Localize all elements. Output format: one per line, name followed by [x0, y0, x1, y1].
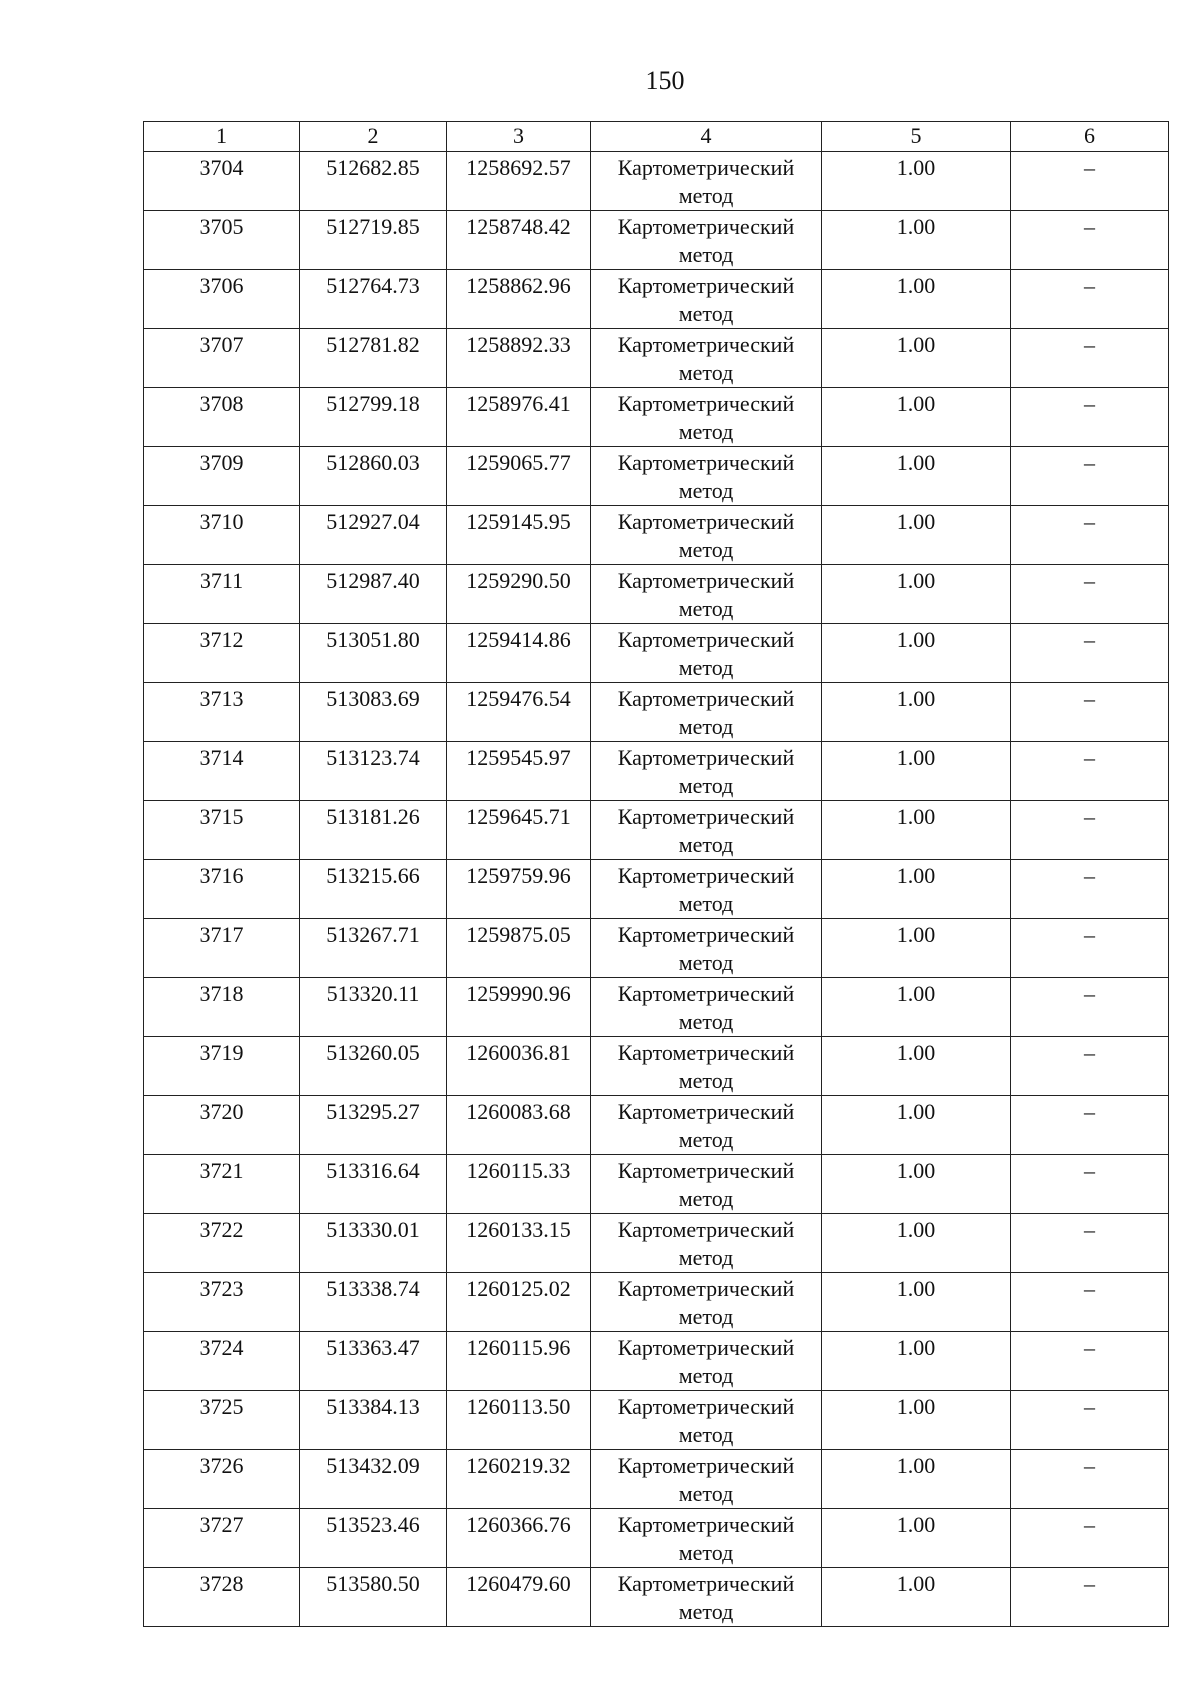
accuracy-cell: 1.00: [822, 1273, 1011, 1332]
note-cell: –: [1011, 506, 1169, 565]
x-coordinate-cell: 513316.64: [300, 1155, 447, 1214]
point-number-cell: 3705: [144, 211, 300, 270]
note-cell: –: [1011, 1273, 1169, 1332]
method-text-line-2: метод: [678, 773, 734, 798]
accuracy-cell: 1.00: [822, 683, 1011, 742]
method-cell: [591, 683, 822, 742]
point-number-cell: 3708: [144, 388, 300, 447]
point-number-cell: 3719: [144, 1037, 300, 1096]
table-row: [144, 1332, 1169, 1391]
method-text-line-2: метод: [678, 537, 734, 562]
point-number-cell: 3724: [144, 1332, 300, 1391]
table-row: [144, 1568, 1169, 1627]
accuracy-cell: 1.00: [822, 1450, 1011, 1509]
note-cell: –: [1011, 1037, 1169, 1096]
note-cell: –: [1011, 1568, 1169, 1627]
x-coordinate-cell: 513083.69: [300, 683, 447, 742]
method-text-line-2: метод: [678, 832, 734, 857]
method-text-line-1: Картометрический: [617, 568, 795, 593]
method-text-line-2: метод: [678, 242, 734, 267]
table-row: [144, 1214, 1169, 1273]
y-coordinate-cell: 1259065.77: [447, 447, 591, 506]
accuracy-cell: 1.00: [822, 978, 1011, 1037]
y-coordinate-cell: 1259990.96: [447, 978, 591, 1037]
note-cell: –: [1011, 742, 1169, 801]
point-number-cell: 3713: [144, 683, 300, 742]
method-text-line-2: метод: [678, 1068, 734, 1093]
table-row: [144, 565, 1169, 624]
note-cell: –: [1011, 270, 1169, 329]
x-coordinate-cell: 513330.01: [300, 1214, 447, 1273]
accuracy-cell: 1.00: [822, 1391, 1011, 1450]
table-row: [144, 211, 1169, 270]
accuracy-cell: 1.00: [822, 447, 1011, 506]
accuracy-cell: 1.00: [822, 919, 1011, 978]
method-text-line-2: метод: [678, 360, 734, 385]
point-number-cell: 3726: [144, 1450, 300, 1509]
point-number-cell: 3710: [144, 506, 300, 565]
table-row: [144, 1155, 1169, 1214]
method-cell: [591, 1155, 822, 1214]
method-text-line-2: метод: [678, 655, 734, 680]
method-text-line-2: метод: [678, 1422, 734, 1447]
method-text-line-2: метод: [678, 1304, 734, 1329]
method-text-line-2: метод: [678, 478, 734, 503]
method-text-line-1: Картометрический: [617, 450, 795, 475]
point-number-cell: 3723: [144, 1273, 300, 1332]
method-text-line-2: метод: [678, 1186, 734, 1211]
x-coordinate-cell: 513363.47: [300, 1332, 447, 1391]
y-coordinate-cell: 1258892.33: [447, 329, 591, 388]
y-coordinate-cell: 1260115.96: [447, 1332, 591, 1391]
x-coordinate-cell: 512987.40: [300, 565, 447, 624]
method-cell: [591, 447, 822, 506]
note-cell: –: [1011, 860, 1169, 919]
table-row: [144, 801, 1169, 860]
accuracy-cell: 1.00: [822, 1096, 1011, 1155]
method-text-line-1: Картометрический: [617, 509, 795, 534]
y-coordinate-cell: 1259759.96: [447, 860, 591, 919]
x-coordinate-cell: 513384.13: [300, 1391, 447, 1450]
x-coordinate-cell: 512927.04: [300, 506, 447, 565]
accuracy-cell: 1.00: [822, 742, 1011, 801]
x-coordinate-cell: 513123.74: [300, 742, 447, 801]
note-cell: –: [1011, 1509, 1169, 1568]
y-coordinate-cell: 1260133.15: [447, 1214, 591, 1273]
point-number-cell: 3706: [144, 270, 300, 329]
method-text-line-2: метод: [678, 301, 734, 326]
method-text-line-1: Картометрический: [617, 804, 795, 829]
method-text-line-1: Картометрический: [617, 1217, 795, 1242]
header-col-2: 2: [300, 122, 447, 152]
method-text-line-1: Картометрический: [617, 273, 795, 298]
note-cell: –: [1011, 801, 1169, 860]
x-coordinate-cell: 513267.71: [300, 919, 447, 978]
method-text-line-2: метод: [678, 714, 734, 739]
method-text-line-2: метод: [678, 1127, 734, 1152]
note-cell: –: [1011, 1096, 1169, 1155]
accuracy-cell: 1.00: [822, 801, 1011, 860]
y-coordinate-cell: 1260125.02: [447, 1273, 591, 1332]
table-row: [144, 919, 1169, 978]
method-cell: [591, 211, 822, 270]
accuracy-cell: 1.00: [822, 1332, 1011, 1391]
x-coordinate-cell: 513051.80: [300, 624, 447, 683]
method-text-line-1: Картометрический: [617, 627, 795, 652]
accuracy-cell: 1.00: [822, 388, 1011, 447]
accuracy-cell: 1.00: [822, 565, 1011, 624]
method-cell: [591, 270, 822, 329]
point-number-cell: 3728: [144, 1568, 300, 1627]
point-number-cell: 3721: [144, 1155, 300, 1214]
method-text-line-2: метод: [678, 419, 734, 444]
y-coordinate-cell: 1259145.95: [447, 506, 591, 565]
note-cell: –: [1011, 565, 1169, 624]
method-text-line-1: Картометрический: [617, 1099, 795, 1124]
method-cell: [591, 978, 822, 1037]
x-coordinate-cell: 513181.26: [300, 801, 447, 860]
note-cell: –: [1011, 447, 1169, 506]
method-text-line-1: Картометрический: [617, 1158, 795, 1183]
method-cell: [591, 1214, 822, 1273]
method-text-line-2: метод: [678, 1540, 734, 1565]
note-cell: –: [1011, 1450, 1169, 1509]
method-text-line-1: Картометрический: [617, 1512, 795, 1537]
point-number-cell: 3720: [144, 1096, 300, 1155]
method-text-line-1: Картометрический: [617, 686, 795, 711]
header-col-1: 1: [144, 122, 300, 152]
y-coordinate-cell: 1259476.54: [447, 683, 591, 742]
point-number-cell: 3704: [144, 152, 300, 211]
y-coordinate-cell: 1259545.97: [447, 742, 591, 801]
table-row: [144, 388, 1169, 447]
point-number-cell: 3717: [144, 919, 300, 978]
method-text-line-1: Картометрический: [617, 922, 795, 947]
x-coordinate-cell: 512764.73: [300, 270, 447, 329]
point-number-cell: 3712: [144, 624, 300, 683]
method-text-line-2: метод: [678, 183, 734, 208]
method-cell: [591, 1450, 822, 1509]
table-row: [144, 447, 1169, 506]
method-cell: [591, 1391, 822, 1450]
y-coordinate-cell: 1260115.33: [447, 1155, 591, 1214]
y-coordinate-cell: 1260036.81: [447, 1037, 591, 1096]
y-coordinate-cell: 1258976.41: [447, 388, 591, 447]
point-number-cell: 3711: [144, 565, 300, 624]
x-coordinate-cell: 513338.74: [300, 1273, 447, 1332]
table-row: [144, 1391, 1169, 1450]
accuracy-cell: 1.00: [822, 624, 1011, 683]
method-cell: [591, 919, 822, 978]
y-coordinate-cell: 1260479.60: [447, 1568, 591, 1627]
note-cell: –: [1011, 624, 1169, 683]
x-coordinate-cell: 512781.82: [300, 329, 447, 388]
note-cell: –: [1011, 1214, 1169, 1273]
y-coordinate-cell: 1259645.71: [447, 801, 591, 860]
header-col-4: 4: [591, 122, 822, 152]
table-row: [144, 1273, 1169, 1332]
point-number-cell: 3725: [144, 1391, 300, 1450]
accuracy-cell: 1.00: [822, 1509, 1011, 1568]
x-coordinate-cell: 512799.18: [300, 388, 447, 447]
header-col-3: 3: [447, 122, 591, 152]
x-coordinate-cell: 512860.03: [300, 447, 447, 506]
y-coordinate-cell: 1260083.68: [447, 1096, 591, 1155]
header-col-6: 6: [1011, 122, 1169, 152]
y-coordinate-cell: 1258692.57: [447, 152, 591, 211]
y-coordinate-cell: 1260113.50: [447, 1391, 591, 1450]
y-coordinate-cell: 1259875.05: [447, 919, 591, 978]
header-col-5: 5: [822, 122, 1011, 152]
method-text-line-1: Картометрический: [617, 1571, 795, 1596]
method-text-line-2: метод: [678, 1009, 734, 1034]
accuracy-cell: 1.00: [822, 1155, 1011, 1214]
method-text-line-1: Картометрический: [617, 155, 795, 180]
method-text-line-2: метод: [678, 596, 734, 621]
method-text-line-2: метод: [678, 1599, 734, 1624]
method-cell: [591, 1273, 822, 1332]
method-text-line-2: метод: [678, 950, 734, 975]
note-cell: –: [1011, 329, 1169, 388]
method-text-line-2: метод: [678, 1481, 734, 1506]
table-body: [144, 152, 1169, 1627]
accuracy-cell: 1.00: [822, 329, 1011, 388]
accuracy-cell: 1.00: [822, 1568, 1011, 1627]
method-cell: [591, 624, 822, 683]
method-cell: [591, 1568, 822, 1627]
table-row: [144, 683, 1169, 742]
table-row: [144, 1509, 1169, 1568]
table-row: [144, 624, 1169, 683]
x-coordinate-cell: 513320.11: [300, 978, 447, 1037]
note-cell: –: [1011, 211, 1169, 270]
x-coordinate-cell: 512719.85: [300, 211, 447, 270]
y-coordinate-cell: 1258748.42: [447, 211, 591, 270]
note-cell: –: [1011, 919, 1169, 978]
method-cell: [591, 801, 822, 860]
table-row: [144, 978, 1169, 1037]
x-coordinate-cell: 513215.66: [300, 860, 447, 919]
point-number-cell: 3716: [144, 860, 300, 919]
accuracy-cell: 1.00: [822, 152, 1011, 211]
method-cell: [591, 1037, 822, 1096]
method-text-line-2: метод: [678, 1363, 734, 1388]
point-number-cell: 3715: [144, 801, 300, 860]
table-row: [144, 152, 1169, 211]
header-row: [144, 122, 1169, 152]
table-row: [144, 1450, 1169, 1509]
note-cell: –: [1011, 152, 1169, 211]
table-row: [144, 742, 1169, 801]
method-cell: [591, 1096, 822, 1155]
table-row: [144, 860, 1169, 919]
x-coordinate-cell: 513432.09: [300, 1450, 447, 1509]
x-coordinate-cell: 513295.27: [300, 1096, 447, 1155]
point-number-cell: 3707: [144, 329, 300, 388]
note-cell: –: [1011, 1155, 1169, 1214]
method-cell: [591, 1332, 822, 1391]
y-coordinate-cell: 1258862.96: [447, 270, 591, 329]
method-cell: [591, 565, 822, 624]
method-text-line-2: метод: [678, 891, 734, 916]
note-cell: –: [1011, 1391, 1169, 1450]
accuracy-cell: 1.00: [822, 1037, 1011, 1096]
method-text-line-1: Картометрический: [617, 981, 795, 1006]
method-text-line-2: метод: [678, 1245, 734, 1270]
x-coordinate-cell: 513260.05: [300, 1037, 447, 1096]
point-number-cell: 3727: [144, 1509, 300, 1568]
x-coordinate-cell: 513580.50: [300, 1568, 447, 1627]
method-text-line-1: Картометрический: [617, 1276, 795, 1301]
method-cell: [591, 742, 822, 801]
method-cell: [591, 1509, 822, 1568]
table-row: [144, 1096, 1169, 1155]
y-coordinate-cell: 1259414.86: [447, 624, 591, 683]
method-text-line-1: Картометрический: [617, 1453, 795, 1478]
method-text-line-1: Картометрический: [617, 1335, 795, 1360]
table-row: [144, 506, 1169, 565]
method-text-line-1: Картометрический: [617, 745, 795, 770]
point-number-cell: 3718: [144, 978, 300, 1037]
point-number-cell: 3714: [144, 742, 300, 801]
note-cell: –: [1011, 388, 1169, 447]
accuracy-cell: 1.00: [822, 211, 1011, 270]
method-cell: [591, 388, 822, 447]
point-number-cell: 3722: [144, 1214, 300, 1273]
table-header: [144, 122, 1169, 152]
method-text-line-1: Картометрический: [617, 863, 795, 888]
note-cell: –: [1011, 978, 1169, 1037]
method-cell: [591, 329, 822, 388]
note-cell: –: [1011, 683, 1169, 742]
method-text-line-1: Картометрический: [617, 332, 795, 357]
accuracy-cell: 1.00: [822, 860, 1011, 919]
method-text-line-1: Картометрический: [617, 1040, 795, 1065]
method-cell: [591, 860, 822, 919]
x-coordinate-cell: 513523.46: [300, 1509, 447, 1568]
table-row: [144, 329, 1169, 388]
x-coordinate-cell: 512682.85: [300, 152, 447, 211]
y-coordinate-cell: 1260366.76: [447, 1509, 591, 1568]
table-row: [144, 270, 1169, 329]
method-text-line-1: Картометрический: [617, 391, 795, 416]
method-cell: [591, 506, 822, 565]
method-text-line-1: Картометрический: [617, 214, 795, 239]
method-cell: [591, 152, 822, 211]
note-cell: –: [1011, 1332, 1169, 1391]
table-row: [144, 1037, 1169, 1096]
coordinates-table: [143, 121, 1169, 1627]
accuracy-cell: 1.00: [822, 506, 1011, 565]
page-number: 150: [645, 66, 685, 95]
accuracy-cell: 1.00: [822, 1214, 1011, 1273]
accuracy-cell: 1.00: [822, 270, 1011, 329]
point-number-cell: 3709: [144, 447, 300, 506]
method-text-line-1: Картометрический: [617, 1394, 795, 1419]
y-coordinate-cell: 1260219.32: [447, 1450, 591, 1509]
y-coordinate-cell: 1259290.50: [447, 565, 591, 624]
